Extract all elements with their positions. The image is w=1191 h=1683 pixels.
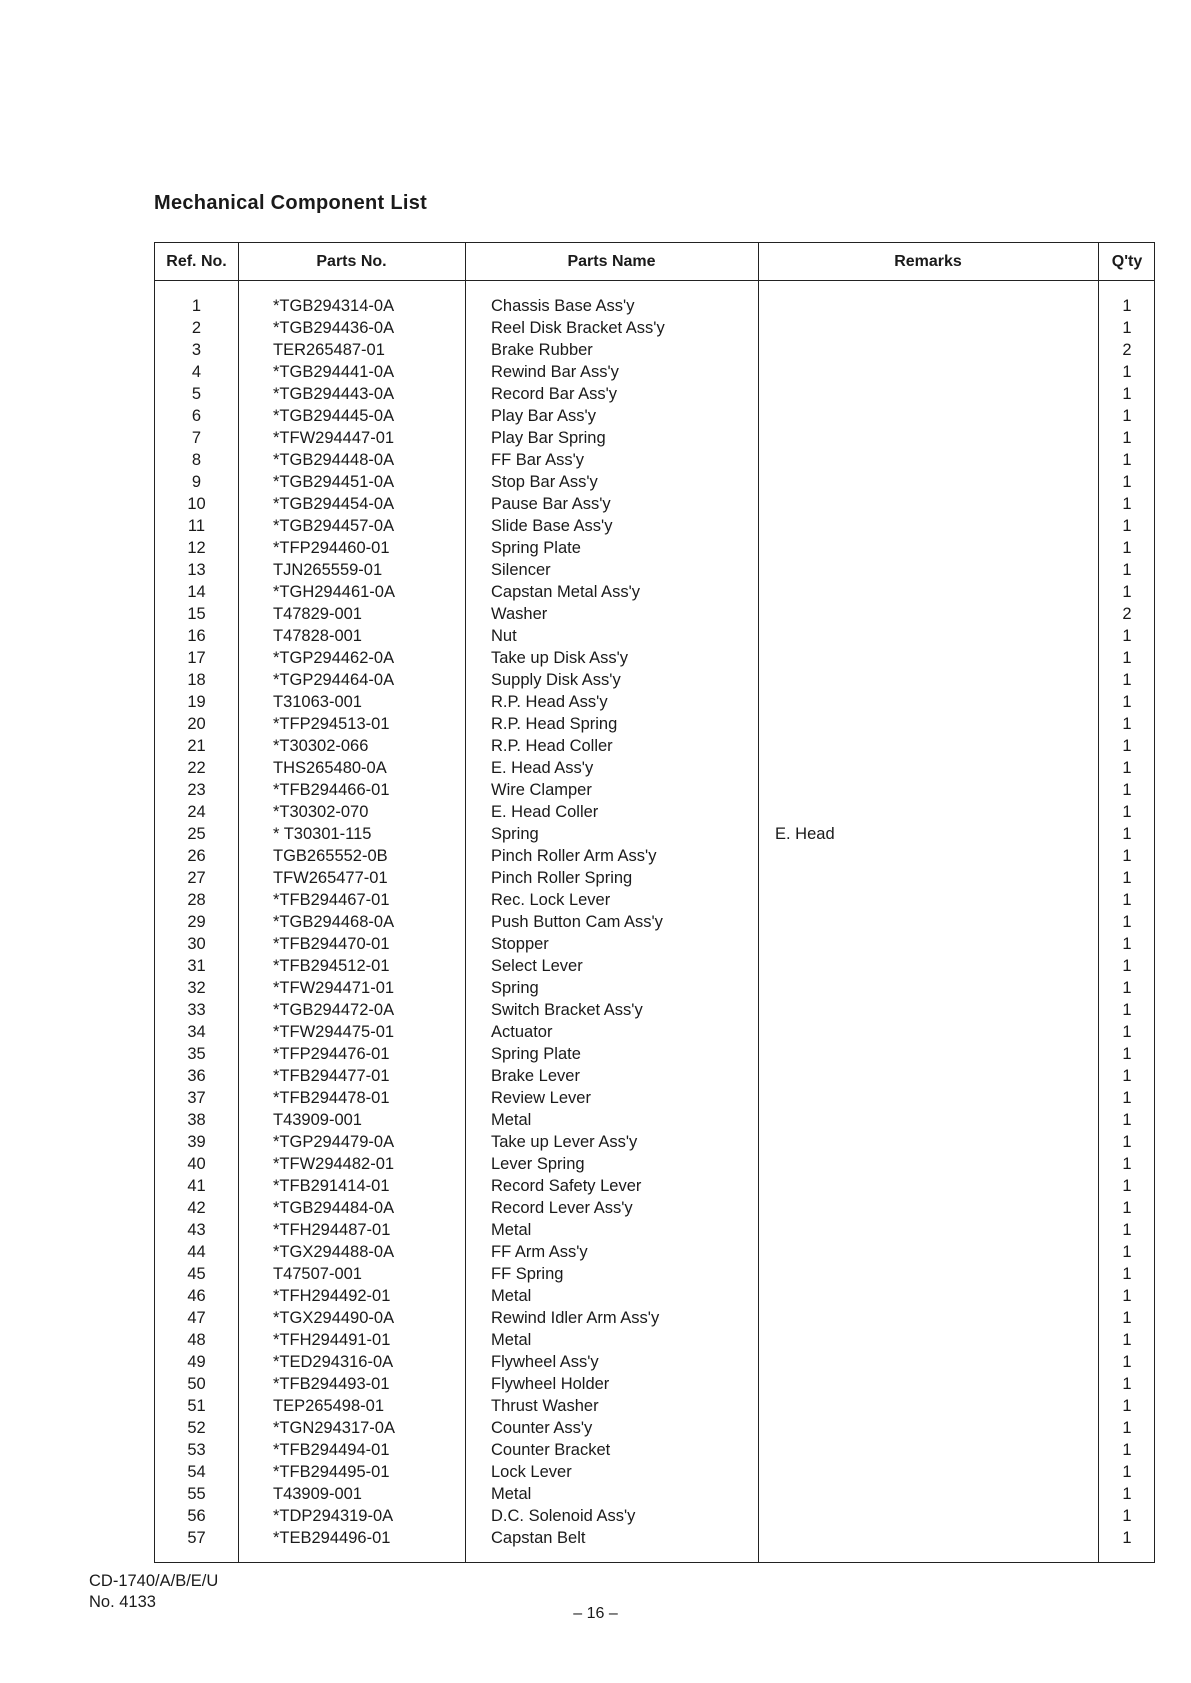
ref-no-cell: 32 bbox=[187, 979, 206, 997]
parts-name-cell: Play Bar Ass'y bbox=[491, 407, 596, 425]
ref-no-cell: 39 bbox=[187, 1133, 206, 1151]
table-row bbox=[155, 625, 1154, 647]
table-row bbox=[155, 691, 1154, 713]
table-row bbox=[155, 1307, 1154, 1329]
ref-no-cell: 34 bbox=[187, 1023, 206, 1041]
parts-name-cell: Stop Bar Ass'y bbox=[491, 473, 598, 491]
ref-no-cell: 12 bbox=[187, 539, 206, 557]
parts-name-cell: Metal bbox=[491, 1287, 532, 1305]
parts-no-cell: *TFP294513-01 bbox=[273, 715, 390, 733]
parts-no-cell: *TDP294319-0A bbox=[273, 1507, 394, 1525]
ref-no-cell: 45 bbox=[187, 1265, 206, 1283]
parts-no-cell: *TFB294470-01 bbox=[273, 935, 390, 953]
table-row bbox=[155, 317, 1154, 339]
table-row bbox=[155, 559, 1154, 581]
parts-name-cell: Spring bbox=[491, 979, 539, 997]
parts-no-cell: TER265487-01 bbox=[273, 341, 385, 359]
table-row bbox=[155, 1043, 1154, 1065]
qty-cell: 1 bbox=[1122, 385, 1132, 403]
ref-no-cell: 16 bbox=[187, 627, 206, 645]
qty-cell: 1 bbox=[1122, 297, 1132, 315]
table-row bbox=[155, 537, 1154, 559]
parts-no-cell: *TFB294478-01 bbox=[273, 1089, 390, 1107]
parts-name-cell: Metal bbox=[491, 1485, 532, 1503]
table-row bbox=[155, 1373, 1154, 1395]
ref-no-cell: 25 bbox=[187, 825, 206, 843]
ref-no-cell: 15 bbox=[187, 605, 206, 623]
table-row bbox=[155, 955, 1154, 977]
table-row bbox=[155, 1439, 1154, 1461]
table-row bbox=[155, 1021, 1154, 1043]
table-row bbox=[155, 603, 1154, 625]
qty-cell: 1 bbox=[1122, 1243, 1132, 1261]
qty-cell: 1 bbox=[1122, 1353, 1132, 1371]
parts-no-cell: TJN265559-01 bbox=[273, 561, 383, 579]
parts-name-cell: Record Safety Lever bbox=[491, 1177, 642, 1195]
qty-cell: 1 bbox=[1122, 1023, 1132, 1041]
qty-cell: 1 bbox=[1122, 847, 1132, 865]
qty-cell: 1 bbox=[1122, 1155, 1132, 1173]
table-row bbox=[155, 339, 1154, 361]
qty-cell: 1 bbox=[1122, 1221, 1132, 1239]
ref-no-cell: 30 bbox=[187, 935, 206, 953]
parts-no-cell: *TGB294441-0A bbox=[273, 363, 395, 381]
table-row bbox=[155, 1153, 1154, 1175]
parts-name-cell: Reel Disk Bracket Ass'y bbox=[491, 319, 665, 337]
parts-no-cell: *TFB294493-01 bbox=[273, 1375, 390, 1393]
qty-cell: 1 bbox=[1122, 1177, 1132, 1195]
table-row bbox=[155, 647, 1154, 669]
header-parts-name: Parts Name bbox=[567, 253, 656, 270]
qty-cell: 1 bbox=[1122, 1463, 1132, 1481]
qty-cell: 1 bbox=[1122, 539, 1132, 557]
qty-cell: 2 bbox=[1122, 341, 1132, 359]
parts-name-cell: FF Bar Ass'y bbox=[491, 451, 584, 469]
parts-name-cell: Lever Spring bbox=[491, 1155, 585, 1173]
parts-name-cell: Flywheel Holder bbox=[491, 1375, 610, 1393]
qty-cell: 1 bbox=[1122, 913, 1132, 931]
parts-no-cell: T47829-001 bbox=[273, 605, 362, 623]
parts-no-cell: *TGB294472-0A bbox=[273, 1001, 395, 1019]
parts-no-cell: *TFB294466-01 bbox=[273, 781, 390, 799]
parts-name-cell: Actuator bbox=[491, 1023, 553, 1041]
table-row bbox=[155, 1241, 1154, 1263]
ref-no-cell: 3 bbox=[191, 341, 202, 359]
parts-name-cell: D.C. Solenoid Ass'y bbox=[491, 1507, 636, 1525]
parts-no-cell: *TGH294461-0A bbox=[273, 583, 395, 601]
parts-no-cell: THS265480-0A bbox=[273, 759, 387, 777]
table-row bbox=[155, 779, 1154, 801]
table-header bbox=[155, 243, 1154, 281]
parts-name-cell: Switch Bracket Ass'y bbox=[491, 1001, 643, 1019]
table-row bbox=[155, 471, 1154, 493]
ref-no-cell: 7 bbox=[191, 429, 202, 447]
parts-no-cell: *T30302-066 bbox=[273, 737, 369, 755]
parts-name-cell: E. Head Coller bbox=[491, 803, 599, 821]
parts-no-cell: *TGB294448-0A bbox=[273, 451, 395, 469]
parts-name-cell: Play Bar Spring bbox=[491, 429, 606, 447]
qty-cell: 1 bbox=[1122, 649, 1132, 667]
parts-no-cell: *TFP294460-01 bbox=[273, 539, 390, 557]
parts-name-cell: Review Lever bbox=[491, 1089, 591, 1107]
parts-no-cell: *TGP294479-0A bbox=[273, 1133, 395, 1151]
ref-no-cell: 17 bbox=[187, 649, 206, 667]
qty-cell: 1 bbox=[1122, 1441, 1132, 1459]
ref-no-cell: 49 bbox=[187, 1353, 206, 1371]
table-row bbox=[155, 999, 1154, 1021]
qty-cell: 1 bbox=[1122, 1089, 1132, 1107]
ref-no-cell: 11 bbox=[187, 517, 206, 535]
table-row bbox=[155, 1131, 1154, 1153]
qty-cell: 1 bbox=[1122, 319, 1132, 337]
qty-cell: 1 bbox=[1122, 1001, 1132, 1019]
parts-name-cell: Push Button Cam Ass'y bbox=[491, 913, 663, 931]
table-row bbox=[155, 1527, 1154, 1549]
table-row bbox=[155, 1175, 1154, 1197]
parts-no-cell: *TFW294447-01 bbox=[273, 429, 395, 447]
parts-name-cell: Pinch Roller Arm Ass'y bbox=[491, 847, 657, 865]
table-row bbox=[155, 1505, 1154, 1527]
parts-name-cell: Rewind Idler Arm Ass'y bbox=[491, 1309, 660, 1327]
table-row bbox=[155, 1351, 1154, 1373]
parts-name-cell: Washer bbox=[491, 605, 548, 623]
ref-no-cell: 8 bbox=[191, 451, 202, 469]
parts-no-cell: TGB265552-0B bbox=[273, 847, 388, 865]
ref-no-cell: 19 bbox=[187, 693, 206, 711]
parts-name-cell: Wire Clamper bbox=[491, 781, 592, 799]
ref-no-cell: 31 bbox=[187, 957, 206, 975]
remarks-cell: E. Head bbox=[775, 825, 835, 843]
ref-no-cell: 50 bbox=[187, 1375, 206, 1393]
ref-no-cell: 4 bbox=[191, 363, 202, 381]
qty-cell: 1 bbox=[1122, 627, 1132, 645]
ref-no-cell: 14 bbox=[187, 583, 206, 601]
table-row bbox=[155, 735, 1154, 757]
qty-cell: 1 bbox=[1122, 1265, 1132, 1283]
parts-no-cell: TFW265477-01 bbox=[273, 869, 388, 887]
qty-cell: 1 bbox=[1122, 1529, 1132, 1547]
parts-name-cell: Record Lever Ass'y bbox=[491, 1199, 633, 1217]
parts-no-cell: *TGB294445-0A bbox=[273, 407, 395, 425]
qty-cell: 1 bbox=[1122, 1419, 1132, 1437]
table-row bbox=[155, 1263, 1154, 1285]
qty-cell: 1 bbox=[1122, 583, 1132, 601]
table-row bbox=[155, 1065, 1154, 1087]
table-row bbox=[155, 515, 1154, 537]
table-row bbox=[155, 1109, 1154, 1131]
parts-name-cell: FF Spring bbox=[491, 1265, 564, 1283]
parts-name-cell: Chassis Base Ass'y bbox=[491, 297, 635, 315]
ref-no-cell: 43 bbox=[187, 1221, 206, 1239]
parts-no-cell: T31063-001 bbox=[273, 693, 362, 711]
qty-cell: 1 bbox=[1122, 1067, 1132, 1085]
table-row bbox=[155, 1483, 1154, 1505]
qty-cell: 2 bbox=[1122, 605, 1132, 623]
parts-no-cell: *TFW294482-01 bbox=[273, 1155, 395, 1173]
parts-name-cell: Slide Base Ass'y bbox=[491, 517, 613, 535]
qty-cell: 1 bbox=[1122, 561, 1132, 579]
parts-no-cell: *TFW294475-01 bbox=[273, 1023, 395, 1041]
parts-name-cell: Capstan Metal Ass'y bbox=[491, 583, 640, 601]
qty-cell: 1 bbox=[1122, 715, 1132, 733]
ref-no-cell: 57 bbox=[187, 1529, 206, 1547]
parts-no-cell: T43909-001 bbox=[273, 1111, 362, 1129]
parts-no-cell: *TGB294314-0A bbox=[273, 297, 395, 315]
qty-cell: 1 bbox=[1122, 1133, 1132, 1151]
qty-cell: 1 bbox=[1122, 759, 1132, 777]
table-row bbox=[155, 801, 1154, 823]
qty-cell: 1 bbox=[1122, 825, 1132, 843]
parts-name-cell: Lock Lever bbox=[491, 1463, 572, 1481]
parts-no-cell: *TEB294496-01 bbox=[273, 1529, 391, 1547]
ref-no-cell: 2 bbox=[191, 319, 202, 337]
header-parts-no: Parts No. bbox=[316, 253, 387, 270]
qty-cell: 1 bbox=[1122, 737, 1132, 755]
qty-cell: 1 bbox=[1122, 1045, 1132, 1063]
ref-no-cell: 9 bbox=[191, 473, 202, 491]
parts-no-cell: T47507-001 bbox=[273, 1265, 362, 1283]
parts-no-cell: *TFB294512-01 bbox=[273, 957, 390, 975]
component-table bbox=[154, 242, 1155, 1563]
qty-cell: 1 bbox=[1122, 1331, 1132, 1349]
table-row bbox=[155, 405, 1154, 427]
table-row bbox=[155, 867, 1154, 889]
parts-no-cell: *TGB294468-0A bbox=[273, 913, 395, 931]
parts-name-cell: Brake Rubber bbox=[491, 341, 593, 359]
page-number: – 16 – bbox=[573, 1605, 618, 1622]
qty-cell: 1 bbox=[1122, 693, 1132, 711]
table-row bbox=[155, 361, 1154, 383]
ref-no-cell: 29 bbox=[187, 913, 206, 931]
parts-name-cell: Nut bbox=[491, 627, 517, 645]
parts-name-cell: R.P. Head Spring bbox=[491, 715, 618, 733]
parts-name-cell: Spring Plate bbox=[491, 539, 581, 557]
ref-no-cell: 10 bbox=[187, 495, 206, 513]
table-row bbox=[155, 933, 1154, 955]
qty-cell: 1 bbox=[1122, 473, 1132, 491]
table-body bbox=[155, 295, 1154, 1549]
parts-name-cell: Supply Disk Ass'y bbox=[491, 671, 621, 689]
ref-no-cell: 5 bbox=[191, 385, 202, 403]
parts-no-cell: *TGN294317-0A bbox=[273, 1419, 395, 1437]
qty-cell: 1 bbox=[1122, 495, 1132, 513]
qty-cell: 1 bbox=[1122, 407, 1132, 425]
parts-no-cell: *TGB294484-0A bbox=[273, 1199, 395, 1217]
ref-no-cell: 54 bbox=[187, 1463, 206, 1481]
parts-name-cell: Capstan Belt bbox=[491, 1529, 586, 1547]
table-row bbox=[155, 1219, 1154, 1241]
parts-name-cell: Counter Bracket bbox=[491, 1441, 611, 1459]
ref-no-cell: 42 bbox=[187, 1199, 206, 1217]
table-row bbox=[155, 1087, 1154, 1109]
parts-name-cell: Spring Plate bbox=[491, 1045, 581, 1063]
table-row bbox=[155, 1197, 1154, 1219]
ref-no-cell: 47 bbox=[187, 1309, 206, 1327]
qty-cell: 1 bbox=[1122, 891, 1132, 909]
parts-no-cell: *TGB294454-0A bbox=[273, 495, 395, 513]
parts-no-cell: TEP265498-01 bbox=[273, 1397, 384, 1415]
ref-no-cell: 13 bbox=[187, 561, 206, 579]
table-row bbox=[155, 1285, 1154, 1307]
parts-name-cell: Metal bbox=[491, 1331, 532, 1349]
parts-name-cell: Brake Lever bbox=[491, 1067, 580, 1085]
qty-cell: 1 bbox=[1122, 451, 1132, 469]
ref-no-cell: 27 bbox=[187, 869, 206, 887]
parts-name-cell: Select Lever bbox=[491, 957, 583, 975]
ref-no-cell: 33 bbox=[187, 1001, 206, 1019]
table-row bbox=[155, 713, 1154, 735]
ref-no-cell: 20 bbox=[187, 715, 206, 733]
header-qty: Q'ty bbox=[1111, 253, 1143, 270]
table-row bbox=[155, 911, 1154, 933]
ref-no-cell: 38 bbox=[187, 1111, 206, 1129]
parts-name-cell: Metal bbox=[491, 1111, 532, 1129]
qty-cell: 1 bbox=[1122, 1111, 1132, 1129]
parts-name-cell: Rewind Bar Ass'y bbox=[491, 363, 619, 381]
parts-no-cell: *TGB294436-0A bbox=[273, 319, 395, 337]
parts-no-cell: *TGP294464-0A bbox=[273, 671, 395, 689]
parts-no-cell: *TFB291414-01 bbox=[273, 1177, 390, 1195]
qty-cell: 1 bbox=[1122, 957, 1132, 975]
parts-no-cell: *TED294316-0A bbox=[273, 1353, 394, 1371]
document-number: No. 4133 bbox=[89, 1593, 156, 1611]
table-row bbox=[155, 823, 1154, 845]
qty-cell: 1 bbox=[1122, 781, 1132, 799]
parts-name-cell: Record Bar Ass'y bbox=[491, 385, 618, 403]
qty-cell: 1 bbox=[1122, 671, 1132, 689]
parts-name-cell: Take up Lever Ass'y bbox=[491, 1133, 638, 1151]
qty-cell: 1 bbox=[1122, 1287, 1132, 1305]
ref-no-cell: 23 bbox=[187, 781, 206, 799]
table-row bbox=[155, 581, 1154, 603]
table-row bbox=[155, 889, 1154, 911]
parts-no-cell: *TFB294477-01 bbox=[273, 1067, 390, 1085]
parts-name-cell: Thrust Washer bbox=[491, 1397, 599, 1415]
qty-cell: 1 bbox=[1122, 979, 1132, 997]
table-row bbox=[155, 383, 1154, 405]
table-row bbox=[155, 669, 1154, 691]
header-remarks: Remarks bbox=[894, 253, 962, 270]
parts-name-cell: Silencer bbox=[491, 561, 551, 579]
parts-no-cell: *TGX294490-0A bbox=[273, 1309, 395, 1327]
parts-no-cell: *TFH294487-01 bbox=[273, 1221, 391, 1239]
table-row bbox=[155, 449, 1154, 471]
parts-name-cell: Counter Ass'y bbox=[491, 1419, 593, 1437]
ref-no-cell: 21 bbox=[187, 737, 206, 755]
parts-no-cell: *TGP294462-0A bbox=[273, 649, 395, 667]
ref-no-cell: 37 bbox=[187, 1089, 206, 1107]
ref-no-cell: 51 bbox=[187, 1397, 206, 1415]
page-title: Mechanical Component List bbox=[154, 192, 428, 214]
table-row bbox=[155, 977, 1154, 999]
ref-no-cell: 26 bbox=[187, 847, 206, 865]
ref-no-cell: 35 bbox=[187, 1045, 206, 1063]
parts-no-cell: *TFP294476-01 bbox=[273, 1045, 390, 1063]
table-row bbox=[155, 1461, 1154, 1483]
ref-no-cell: 6 bbox=[191, 407, 202, 425]
ref-no-cell: 44 bbox=[187, 1243, 206, 1261]
parts-no-cell: *T30302-070 bbox=[273, 803, 369, 821]
qty-cell: 1 bbox=[1122, 429, 1132, 447]
parts-name-cell: Metal bbox=[491, 1221, 532, 1239]
qty-cell: 1 bbox=[1122, 363, 1132, 381]
parts-name-cell: Spring bbox=[491, 825, 539, 843]
parts-no-cell: *TFH294492-01 bbox=[273, 1287, 391, 1305]
parts-no-cell: T47828-001 bbox=[273, 627, 362, 645]
parts-no-cell: *TGB294451-0A bbox=[273, 473, 395, 491]
qty-cell: 1 bbox=[1122, 1397, 1132, 1415]
parts-name-cell: Pinch Roller Spring bbox=[491, 869, 633, 887]
qty-cell: 1 bbox=[1122, 1375, 1132, 1393]
ref-no-cell: 41 bbox=[187, 1177, 206, 1195]
parts-no-cell: *TFB294467-01 bbox=[273, 891, 390, 909]
ref-no-cell: 48 bbox=[187, 1331, 206, 1349]
ref-no-cell: 46 bbox=[187, 1287, 206, 1305]
parts-name-cell: E. Head Ass'y bbox=[491, 759, 594, 777]
parts-no-cell: *TFH294491-01 bbox=[273, 1331, 391, 1349]
qty-cell: 1 bbox=[1122, 1485, 1132, 1503]
parts-name-cell: FF Arm Ass'y bbox=[491, 1243, 588, 1261]
ref-no-cell: 53 bbox=[187, 1441, 206, 1459]
parts-name-cell: Flywheel Ass'y bbox=[491, 1353, 599, 1371]
ref-no-cell: 40 bbox=[187, 1155, 206, 1173]
ref-no-cell: 36 bbox=[187, 1067, 206, 1085]
table-row bbox=[155, 427, 1154, 449]
qty-cell: 1 bbox=[1122, 869, 1132, 887]
ref-no-cell: 22 bbox=[187, 759, 206, 777]
model-number: CD-1740/A/B/E/U bbox=[89, 1572, 219, 1590]
parts-no-cell: *TGB294443-0A bbox=[273, 385, 395, 403]
parts-no-cell: *TFW294471-01 bbox=[273, 979, 395, 997]
parts-no-cell: * T30301-115 bbox=[273, 825, 372, 843]
parts-no-cell: *TGB294457-0A bbox=[273, 517, 395, 535]
ref-no-cell: 24 bbox=[187, 803, 206, 821]
ref-no-cell: 18 bbox=[187, 671, 206, 689]
qty-cell: 1 bbox=[1122, 517, 1132, 535]
ref-no-cell: 56 bbox=[187, 1507, 206, 1525]
parts-name-cell: Take up Disk Ass'y bbox=[491, 649, 629, 667]
table-row bbox=[155, 493, 1154, 515]
parts-name-cell: R.P. Head Ass'y bbox=[491, 693, 608, 711]
ref-no-cell: 55 bbox=[187, 1485, 206, 1503]
qty-cell: 1 bbox=[1122, 1507, 1132, 1525]
table-row bbox=[155, 845, 1154, 867]
parts-name-cell: R.P. Head Coller bbox=[491, 737, 613, 755]
ref-no-cell: 1 bbox=[191, 297, 202, 315]
qty-cell: 1 bbox=[1122, 935, 1132, 953]
table-row bbox=[155, 757, 1154, 779]
ref-no-cell: 28 bbox=[187, 891, 206, 909]
parts-name-cell: Rec. Lock Lever bbox=[491, 891, 611, 909]
parts-name-cell: Stopper bbox=[491, 935, 549, 953]
ref-no-cell: 52 bbox=[187, 1419, 206, 1437]
qty-cell: 1 bbox=[1122, 1309, 1132, 1327]
table-row bbox=[155, 295, 1154, 317]
table-row bbox=[155, 1417, 1154, 1439]
parts-no-cell: T43909-001 bbox=[273, 1485, 362, 1503]
header-ref-no: Ref. No. bbox=[166, 253, 227, 270]
qty-cell: 1 bbox=[1122, 1199, 1132, 1217]
parts-no-cell: *TFB294495-01 bbox=[273, 1463, 390, 1481]
parts-no-cell: *TFB294494-01 bbox=[273, 1441, 390, 1459]
table-row bbox=[155, 1395, 1154, 1417]
table-row bbox=[155, 1329, 1154, 1351]
qty-cell: 1 bbox=[1122, 803, 1132, 821]
parts-no-cell: *TGX294488-0A bbox=[273, 1243, 395, 1261]
parts-name-cell: Pause Bar Ass'y bbox=[491, 495, 611, 513]
